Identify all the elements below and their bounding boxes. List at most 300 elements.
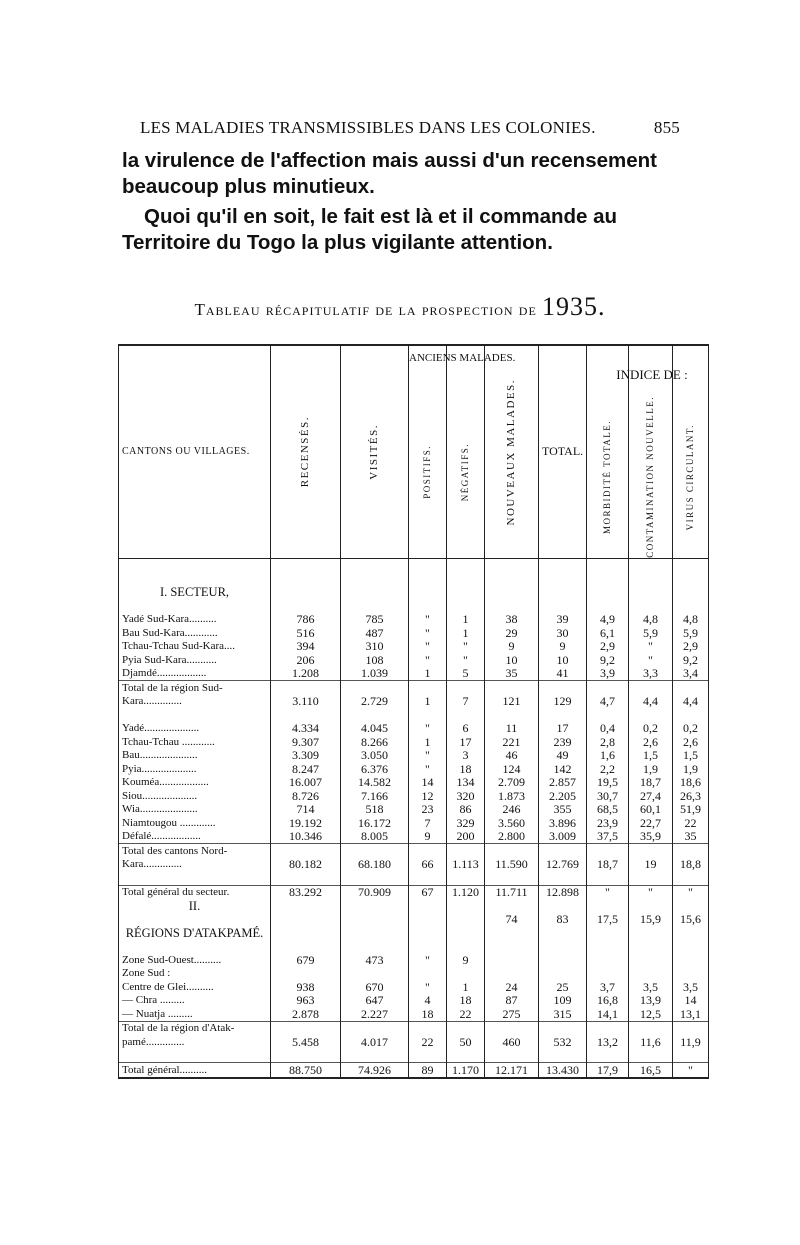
table-row bbox=[119, 762, 709, 776]
cell-vis: 4.017 bbox=[341, 1035, 409, 1049]
cell-cont: 1,9 bbox=[629, 762, 673, 776]
empty-cell bbox=[539, 708, 587, 722]
cell-morb: 2,9 bbox=[587, 640, 629, 654]
empty-cell bbox=[447, 899, 485, 913]
cell-vis: 4.045 bbox=[341, 722, 409, 736]
row-label: Tchau-Tchau ............ bbox=[119, 735, 271, 749]
cell-cont: 2,6 bbox=[629, 735, 673, 749]
cell-cont bbox=[629, 681, 673, 695]
empty-cell bbox=[341, 871, 409, 885]
cell-pos: " bbox=[409, 626, 447, 640]
empty-cell bbox=[447, 871, 485, 885]
row-label: Total général du secteur. bbox=[119, 885, 271, 899]
cell-cont bbox=[629, 953, 673, 967]
empty-cell bbox=[409, 1049, 447, 1063]
table-row bbox=[119, 789, 709, 803]
empty-cell bbox=[673, 871, 709, 885]
cell-nouv bbox=[485, 1021, 539, 1035]
cell-pos: " bbox=[409, 653, 447, 667]
empty-cell bbox=[119, 572, 271, 586]
cell-vir: 15,6 bbox=[673, 913, 709, 927]
cell-vir: 51,9 bbox=[673, 803, 709, 817]
row-label: Pyia Sud-Kara........... bbox=[119, 653, 271, 667]
cell-cont bbox=[629, 844, 673, 858]
cell-neg: " bbox=[447, 640, 485, 654]
cell-vis: 670 bbox=[341, 980, 409, 994]
cell-vir: 11,9 bbox=[673, 1035, 709, 1049]
row-label: Pyia.................... bbox=[119, 762, 271, 776]
empty-cell bbox=[447, 599, 485, 613]
summary-table bbox=[118, 344, 709, 1079]
cell-morb: 17,5 bbox=[587, 913, 629, 927]
empty-cell bbox=[539, 572, 587, 586]
cell-vir: 4,4 bbox=[673, 695, 709, 709]
cell-tot: 2.857 bbox=[539, 776, 587, 790]
cell-tot: 39 bbox=[539, 613, 587, 627]
empty-cell bbox=[271, 586, 341, 600]
cell-pos: 22 bbox=[409, 1035, 447, 1049]
row-label: — Chra ......... bbox=[119, 994, 271, 1008]
cell-cont: 1,5 bbox=[629, 749, 673, 763]
spacer-row bbox=[119, 599, 709, 613]
empty-cell bbox=[271, 572, 341, 586]
cell-cont: " bbox=[629, 640, 673, 654]
cell-vis: 473 bbox=[341, 953, 409, 967]
cell-tot: 17 bbox=[539, 722, 587, 736]
cell-cont: 11,6 bbox=[629, 1035, 673, 1049]
cell-tot: 83 bbox=[539, 913, 587, 927]
table-row bbox=[119, 613, 709, 627]
cell-nouv: 2.709 bbox=[485, 776, 539, 790]
cell-vis bbox=[341, 913, 409, 927]
cell-vis bbox=[341, 967, 409, 981]
cell-nouv: 121 bbox=[485, 695, 539, 709]
empty-cell bbox=[587, 586, 629, 600]
cell-neg: 7 bbox=[447, 695, 485, 709]
cell-cont: 15,9 bbox=[629, 913, 673, 927]
cell-neg bbox=[447, 913, 485, 927]
cell-vis: 310 bbox=[341, 640, 409, 654]
row-label: Défalé.................. bbox=[119, 830, 271, 844]
cell-tot: 129 bbox=[539, 695, 587, 709]
cell-pos: " bbox=[409, 762, 447, 776]
cell-neg: 6 bbox=[447, 722, 485, 736]
cell-rec: 714 bbox=[271, 803, 341, 817]
cell-morb: 13,2 bbox=[587, 1035, 629, 1049]
cell-morb bbox=[587, 1021, 629, 1035]
cell-cont: 27,4 bbox=[629, 789, 673, 803]
spacer-row bbox=[119, 940, 709, 954]
spacer-row bbox=[119, 708, 709, 722]
cell-cont: 18,7 bbox=[629, 776, 673, 790]
cell-vis bbox=[341, 844, 409, 858]
cell-pos bbox=[409, 967, 447, 981]
row-label: Total général.......... bbox=[119, 1063, 271, 1078]
cell-tot: 532 bbox=[539, 1035, 587, 1049]
empty-cell bbox=[409, 599, 447, 613]
cell-vir: 2,6 bbox=[673, 735, 709, 749]
cell-rec: 679 bbox=[271, 953, 341, 967]
empty-cell bbox=[587, 708, 629, 722]
cell-morb: 4,7 bbox=[587, 695, 629, 709]
cell-neg bbox=[447, 967, 485, 981]
cell-cont: 4,8 bbox=[629, 613, 673, 627]
cell-rec bbox=[271, 913, 341, 927]
cell-vir: 22 bbox=[673, 816, 709, 830]
cell-vir: 26,3 bbox=[673, 789, 709, 803]
cell-tot: 30 bbox=[539, 626, 587, 640]
empty-cell bbox=[539, 926, 587, 940]
cell-vir: 2,9 bbox=[673, 640, 709, 654]
cell-cont bbox=[629, 967, 673, 981]
cell-rec: 16.007 bbox=[271, 776, 341, 790]
cell-pos bbox=[409, 1021, 447, 1035]
cell-cont: 22,7 bbox=[629, 816, 673, 830]
empty-cell bbox=[673, 1049, 709, 1063]
cell-vir: 18,6 bbox=[673, 776, 709, 790]
cell-tot: 25 bbox=[539, 980, 587, 994]
cell-morb: 19,5 bbox=[587, 776, 629, 790]
cell-neg bbox=[447, 681, 485, 695]
cell-pos bbox=[409, 681, 447, 695]
empty-cell bbox=[119, 708, 271, 722]
empty-cell bbox=[409, 586, 447, 600]
cell-nouv: 221 bbox=[485, 735, 539, 749]
cell-nouv: 87 bbox=[485, 994, 539, 1008]
section-row bbox=[119, 586, 709, 600]
table-row bbox=[119, 1007, 709, 1021]
cell-pos bbox=[409, 844, 447, 858]
table-row bbox=[119, 735, 709, 749]
section-title: I. SECTEUR, bbox=[119, 586, 271, 600]
cell-neg bbox=[447, 1021, 485, 1035]
table-caption bbox=[0, 292, 800, 322]
cell-vir bbox=[673, 681, 709, 695]
cell-rec: 516 bbox=[271, 626, 341, 640]
cell-vis: 647 bbox=[341, 994, 409, 1008]
empty-cell bbox=[673, 572, 709, 586]
cell-neg: 50 bbox=[447, 1035, 485, 1049]
empty-cell bbox=[409, 572, 447, 586]
cell-tot: 142 bbox=[539, 762, 587, 776]
col-header-visites: VISITÉS. bbox=[341, 345, 409, 558]
cell-pos: " bbox=[409, 613, 447, 627]
cell-nouv bbox=[485, 953, 539, 967]
cell-neg: 1 bbox=[447, 626, 485, 640]
cell-tot: 41 bbox=[539, 667, 587, 681]
cell-morb: 68,5 bbox=[587, 803, 629, 817]
cell-pos: " bbox=[409, 640, 447, 654]
cell-nouv: 124 bbox=[485, 762, 539, 776]
cell-rec: 394 bbox=[271, 640, 341, 654]
empty-cell bbox=[539, 599, 587, 613]
cell-rec: 3.309 bbox=[271, 749, 341, 763]
empty-cell bbox=[341, 558, 409, 572]
table-row bbox=[119, 803, 709, 817]
cell-rec: 786 bbox=[271, 613, 341, 627]
row-label: Tchau-Tchau Sud-Kara.... bbox=[119, 640, 271, 654]
table-row bbox=[119, 885, 709, 899]
spacer-row bbox=[119, 871, 709, 885]
cell-rec: 938 bbox=[271, 980, 341, 994]
caption-year: 1935. bbox=[542, 292, 606, 321]
empty-cell bbox=[447, 1049, 485, 1063]
cell-vir: 13,1 bbox=[673, 1007, 709, 1021]
empty-cell bbox=[447, 708, 485, 722]
cell-neg: 1.120 bbox=[447, 885, 485, 899]
row-label: — Nuatja ......... bbox=[119, 1007, 271, 1021]
empty-cell bbox=[447, 558, 485, 572]
cell-neg: 18 bbox=[447, 994, 485, 1008]
table-row bbox=[119, 830, 709, 844]
cell-vir: 3,5 bbox=[673, 980, 709, 994]
empty-cell bbox=[485, 1049, 539, 1063]
empty-cell bbox=[271, 940, 341, 954]
cell-morb: 18,7 bbox=[587, 858, 629, 872]
empty-cell bbox=[673, 899, 709, 913]
cell-vir: 3,4 bbox=[673, 667, 709, 681]
cell-morb: 3,9 bbox=[587, 667, 629, 681]
cell-nouv bbox=[485, 681, 539, 695]
cell-vis: 74.926 bbox=[341, 1063, 409, 1078]
empty-cell bbox=[587, 871, 629, 885]
empty-cell bbox=[539, 871, 587, 885]
cell-pos: " bbox=[409, 980, 447, 994]
cell-tot: 239 bbox=[539, 735, 587, 749]
cell-rec: 3.110 bbox=[271, 695, 341, 709]
empty-cell bbox=[629, 1049, 673, 1063]
empty-cell bbox=[485, 899, 539, 913]
empty-cell bbox=[485, 940, 539, 954]
cell-nouv: 275 bbox=[485, 1007, 539, 1021]
empty-cell bbox=[409, 940, 447, 954]
cell-vir: 5,9 bbox=[673, 626, 709, 640]
table-row bbox=[119, 1021, 709, 1035]
empty-cell bbox=[673, 708, 709, 722]
col-header-cantons: CANTONS OU VILLAGES. bbox=[119, 345, 271, 558]
empty-cell bbox=[341, 586, 409, 600]
cell-rec: 10.346 bbox=[271, 830, 341, 844]
empty-cell bbox=[673, 558, 709, 572]
empty-cell bbox=[587, 1049, 629, 1063]
col-header-recenses: RECENSÉS. bbox=[271, 345, 341, 558]
cell-pos: 1 bbox=[409, 695, 447, 709]
empty-cell bbox=[629, 558, 673, 572]
cell-neg: 200 bbox=[447, 830, 485, 844]
cell-morb: 14,1 bbox=[587, 1007, 629, 1021]
empty-cell bbox=[629, 940, 673, 954]
table-row bbox=[119, 667, 709, 681]
cell-vir bbox=[673, 953, 709, 967]
section-title: II. bbox=[119, 899, 271, 913]
cell-nouv: 29 bbox=[485, 626, 539, 640]
cell-cont: 19 bbox=[629, 858, 673, 872]
cell-neg: 1.170 bbox=[447, 1063, 485, 1078]
cell-tot: 9 bbox=[539, 640, 587, 654]
cell-morb bbox=[587, 967, 629, 981]
cell-neg: 17 bbox=[447, 735, 485, 749]
cell-morb: 4,9 bbox=[587, 613, 629, 627]
table-row bbox=[119, 1035, 709, 1049]
spacer-row bbox=[119, 558, 709, 572]
cell-pos: 14 bbox=[409, 776, 447, 790]
cell-rec: 88.750 bbox=[271, 1063, 341, 1078]
table-row bbox=[119, 953, 709, 967]
running-header bbox=[140, 118, 680, 138]
empty-cell bbox=[119, 558, 271, 572]
col-header-morbidite: INDICE DE : MORBIDITÉ TOTALE. bbox=[587, 345, 629, 558]
cell-tot: 13.430 bbox=[539, 1063, 587, 1078]
empty-cell bbox=[447, 586, 485, 600]
empty-cell bbox=[485, 599, 539, 613]
empty-cell bbox=[271, 926, 341, 940]
cell-nouv: 2.800 bbox=[485, 830, 539, 844]
empty-cell bbox=[485, 558, 539, 572]
row-label: Niamtougou ............. bbox=[119, 816, 271, 830]
cell-tot bbox=[539, 1021, 587, 1035]
cell-cont: " bbox=[629, 653, 673, 667]
cell-nouv: 24 bbox=[485, 980, 539, 994]
table-row bbox=[119, 681, 709, 695]
cell-nouv: 3.560 bbox=[485, 816, 539, 830]
cell-tot: 355 bbox=[539, 803, 587, 817]
empty-cell bbox=[409, 926, 447, 940]
cell-cont: 5,9 bbox=[629, 626, 673, 640]
cell-vis: 1.039 bbox=[341, 667, 409, 681]
section-row bbox=[119, 899, 709, 913]
empty-cell bbox=[119, 940, 271, 954]
cell-tot bbox=[539, 967, 587, 981]
empty-cell bbox=[341, 599, 409, 613]
cell-vir bbox=[673, 1021, 709, 1035]
cell-pos: 9 bbox=[409, 830, 447, 844]
cell-nouv: 11 bbox=[485, 722, 539, 736]
caption-text: Tableau récapitulatif de la prospection de bbox=[194, 300, 537, 319]
cell-vir: " bbox=[673, 1063, 709, 1078]
cell-neg: 134 bbox=[447, 776, 485, 790]
empty-cell bbox=[673, 940, 709, 954]
cell-nouv: 460 bbox=[485, 1035, 539, 1049]
empty-cell bbox=[629, 599, 673, 613]
col-header-total: TOTAL. bbox=[539, 345, 587, 558]
cell-cont: " bbox=[629, 885, 673, 899]
cell-vir bbox=[673, 844, 709, 858]
cell-rec: 8.247 bbox=[271, 762, 341, 776]
cell-vis: 2.227 bbox=[341, 1007, 409, 1021]
cell-neg: " bbox=[447, 653, 485, 667]
cell-rec: 1.208 bbox=[271, 667, 341, 681]
cell-cont: 60,1 bbox=[629, 803, 673, 817]
col-header-positifs: ANCIENS MALADES. POSITIFS. bbox=[409, 345, 447, 558]
cell-pos: 67 bbox=[409, 885, 447, 899]
empty-cell bbox=[539, 940, 587, 954]
row-label: Total des cantons Nord- bbox=[119, 844, 271, 858]
table-row bbox=[119, 844, 709, 858]
cell-vir: 18,8 bbox=[673, 858, 709, 872]
empty-cell bbox=[447, 572, 485, 586]
cell-rec: 83.292 bbox=[271, 885, 341, 899]
cell-rec: 80.182 bbox=[271, 858, 341, 872]
cell-morb: " bbox=[587, 885, 629, 899]
spacer-row bbox=[119, 1049, 709, 1063]
cell-vis: 8.005 bbox=[341, 830, 409, 844]
col-header-nouveaux: NOUVEAUX MALADES. bbox=[485, 345, 539, 558]
empty-cell bbox=[409, 899, 447, 913]
paragraph-1: la virulence de l'affection mais aussi d'un recensement beaucoup plus minutieux. bbox=[122, 149, 657, 198]
cell-vis: 108 bbox=[341, 653, 409, 667]
col-header-virus: VIRUS CIRCULANT. bbox=[673, 345, 709, 558]
empty-cell bbox=[673, 586, 709, 600]
cell-tot: 3.009 bbox=[539, 830, 587, 844]
cell-tot bbox=[539, 844, 587, 858]
cell-vis: 14.582 bbox=[341, 776, 409, 790]
cell-neg: 1.113 bbox=[447, 858, 485, 872]
table-row bbox=[119, 980, 709, 994]
cell-tot: 3.896 bbox=[539, 816, 587, 830]
cell-vis: 68.180 bbox=[341, 858, 409, 872]
row-label: Bau Sud-Kara............ bbox=[119, 626, 271, 640]
cell-nouv: 10 bbox=[485, 653, 539, 667]
empty-cell bbox=[587, 940, 629, 954]
empty-cell bbox=[539, 899, 587, 913]
empty-cell bbox=[629, 708, 673, 722]
cell-rec: 8.726 bbox=[271, 789, 341, 803]
cell-vis: 16.172 bbox=[341, 816, 409, 830]
cell-neg: 1 bbox=[447, 613, 485, 627]
section-row bbox=[119, 926, 709, 940]
cell-morb bbox=[587, 953, 629, 967]
cell-vis bbox=[341, 681, 409, 695]
empty-cell bbox=[629, 926, 673, 940]
empty-cell bbox=[271, 1049, 341, 1063]
empty-cell bbox=[271, 708, 341, 722]
cell-morb: 9,2 bbox=[587, 653, 629, 667]
cell-vis: 6.376 bbox=[341, 762, 409, 776]
table-row bbox=[119, 858, 709, 872]
table-row bbox=[119, 640, 709, 654]
cell-vis: 518 bbox=[341, 803, 409, 817]
row-label: Kara.............. bbox=[119, 695, 271, 709]
cell-rec: 4.334 bbox=[271, 722, 341, 736]
table-header-row bbox=[119, 345, 709, 558]
cell-vir: 14 bbox=[673, 994, 709, 1008]
cell-nouv bbox=[485, 967, 539, 981]
empty-cell bbox=[587, 599, 629, 613]
cell-vis: 487 bbox=[341, 626, 409, 640]
cell-cont: 12,5 bbox=[629, 1007, 673, 1021]
empty-cell bbox=[485, 586, 539, 600]
cell-morb: 3,7 bbox=[587, 980, 629, 994]
cell-morb bbox=[587, 681, 629, 695]
empty-cell bbox=[629, 586, 673, 600]
empty-cell bbox=[271, 599, 341, 613]
empty-cell bbox=[539, 558, 587, 572]
row-label: Kouméa.................. bbox=[119, 776, 271, 790]
table-row bbox=[119, 626, 709, 640]
cell-vir: 0,2 bbox=[673, 722, 709, 736]
cell-vis bbox=[341, 1021, 409, 1035]
cell-pos: 23 bbox=[409, 803, 447, 817]
cell-nouv: 246 bbox=[485, 803, 539, 817]
cell-vir: 4,8 bbox=[673, 613, 709, 627]
empty-cell bbox=[341, 940, 409, 954]
empty-cell bbox=[119, 1049, 271, 1063]
cell-vir: " bbox=[673, 885, 709, 899]
cell-pos: 89 bbox=[409, 1063, 447, 1078]
empty-cell bbox=[587, 926, 629, 940]
table-row bbox=[119, 967, 709, 981]
cell-rec bbox=[271, 1021, 341, 1035]
